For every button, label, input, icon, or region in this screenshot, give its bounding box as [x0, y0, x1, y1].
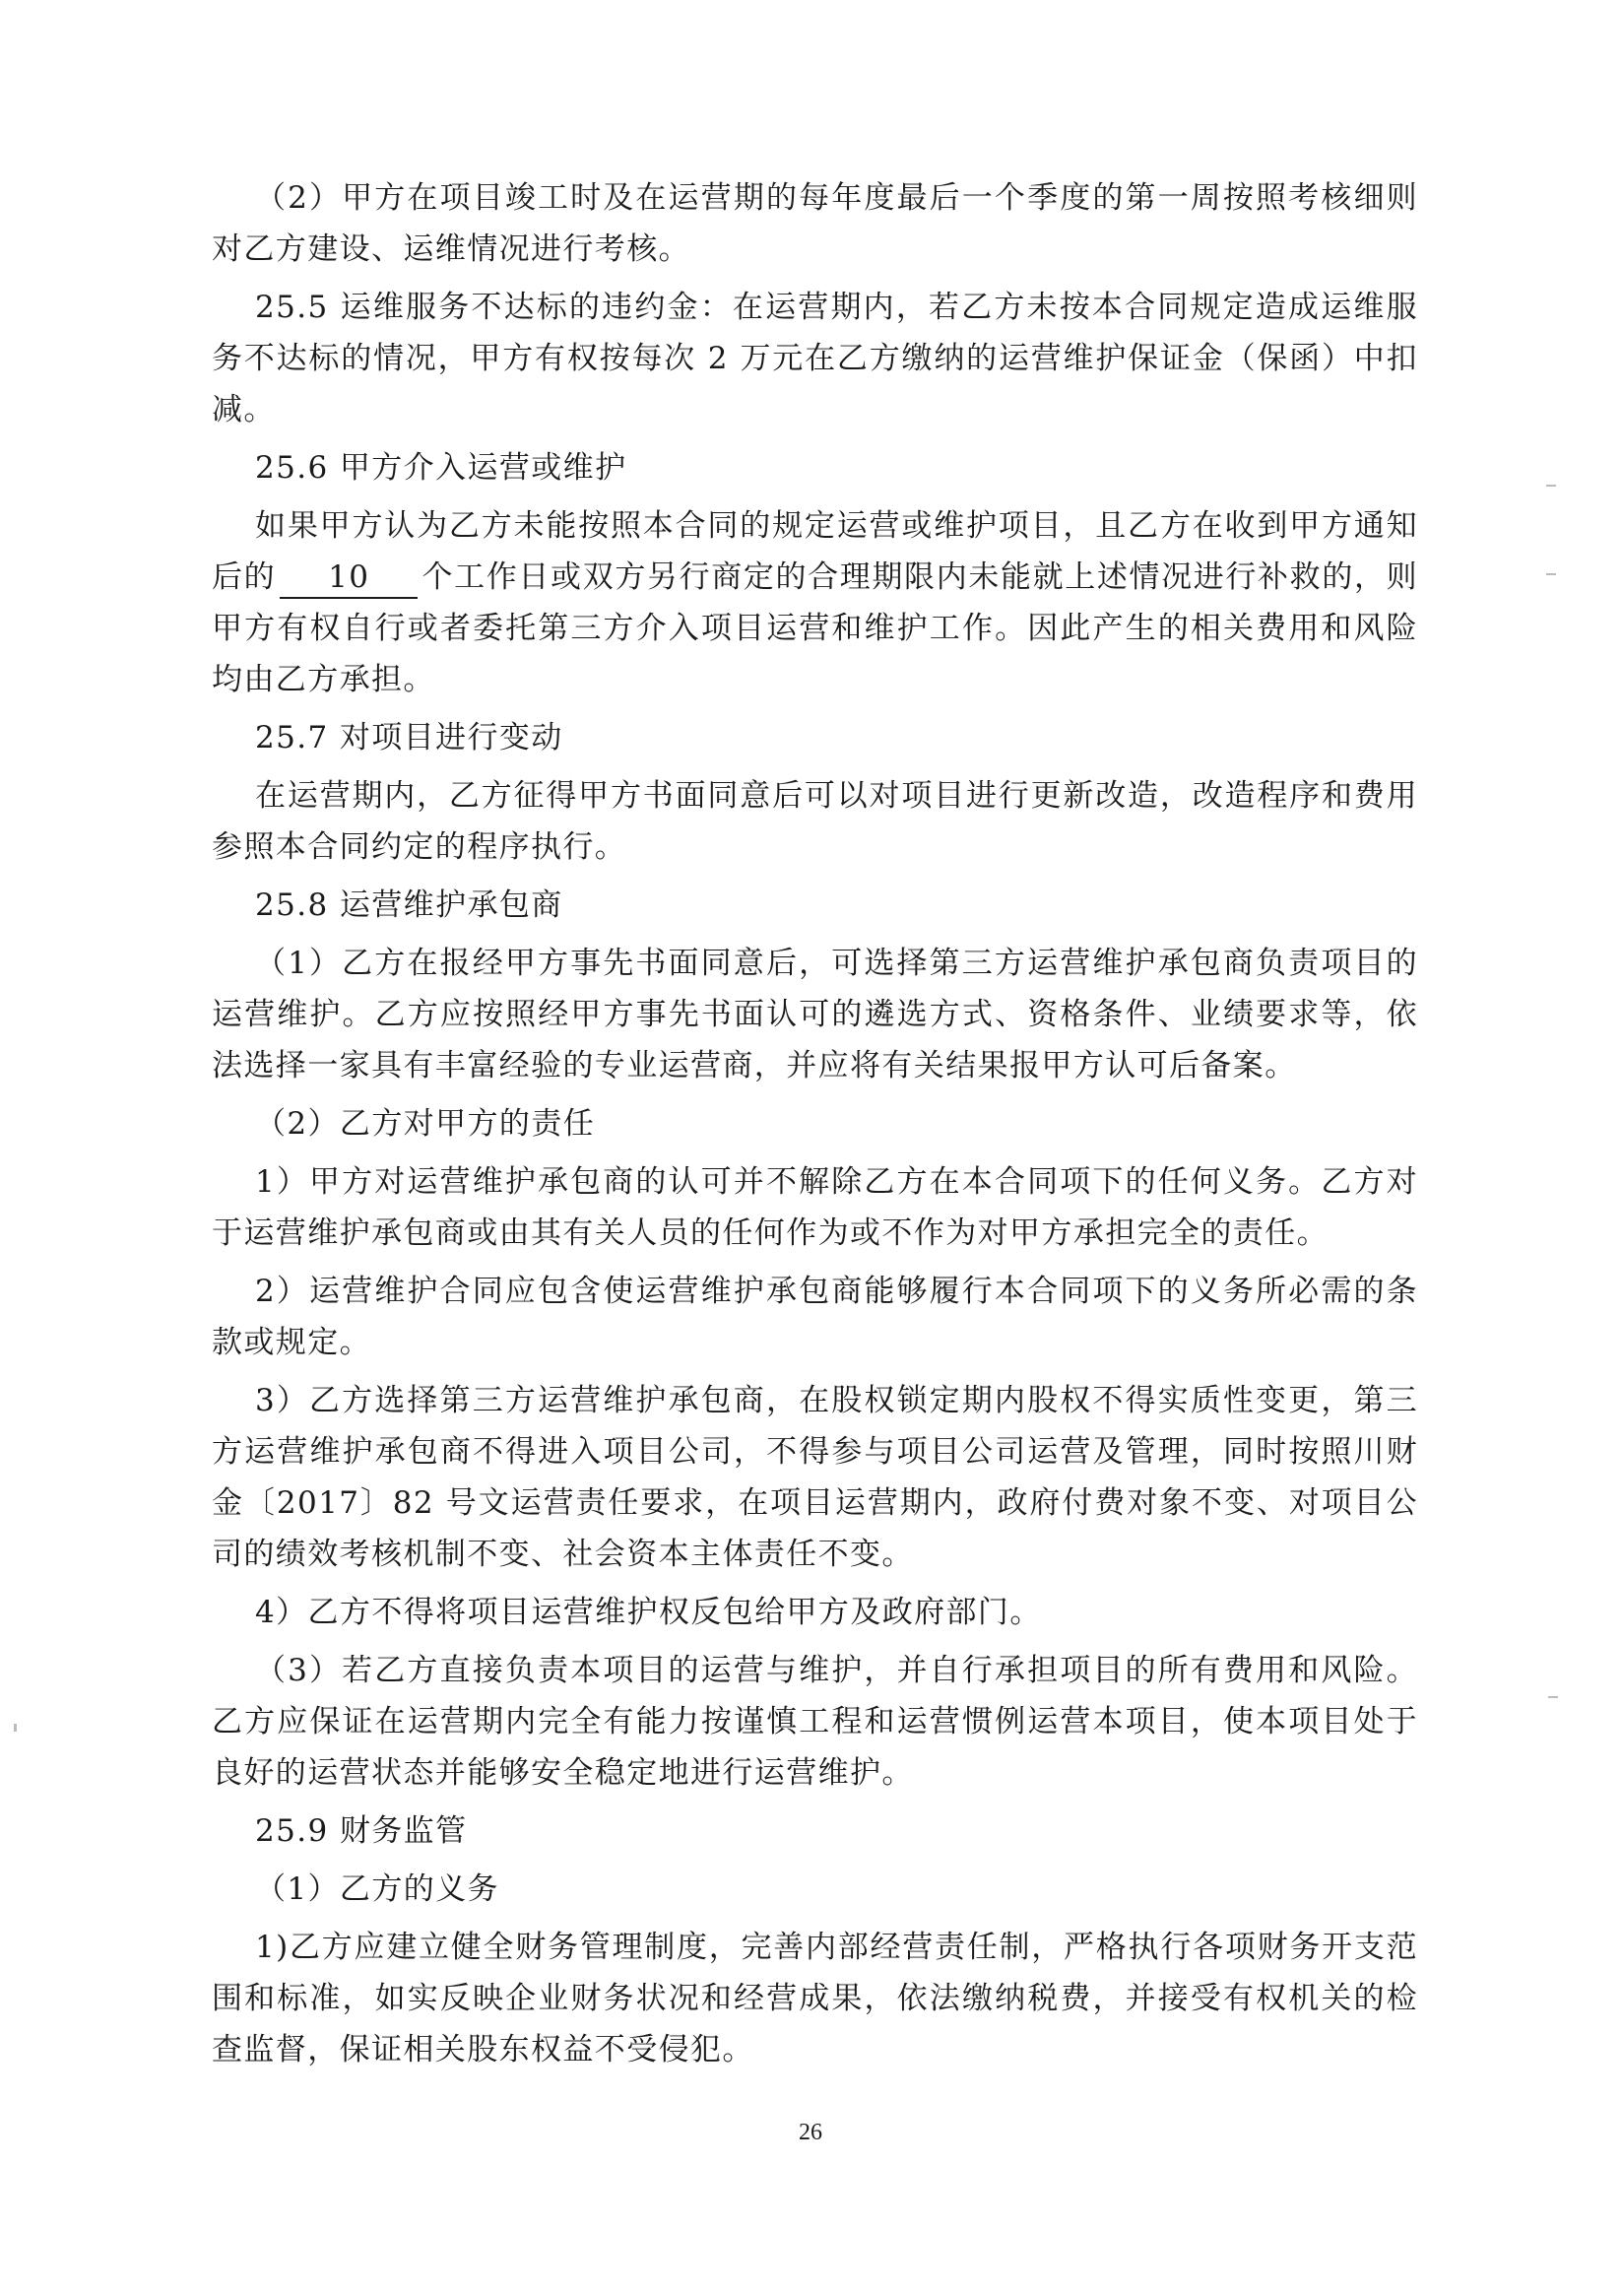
document-body	[212, 172, 1418, 2075]
scan-artifact-mark	[1548, 1696, 1558, 1698]
paragraph-contractor-selection: （1）乙方在报经甲方事先书面同意后，可选择第三方运营维护承包商负责项目的运营维护。乙方应按照经甲方事先书面认可的遴选方式、资格条件、业绩要求等，依法选择一家具有丰富经验的专业运营商，并应将有关结果报甲方认可后备案。	[212, 946, 1418, 1083]
paragraph-responsibility-3: 3）乙方选择第三方运营维护承包商，在股权锁定期内股权不得实质性变更，第三方运营维护承包商不得进入项目公司，不得参与项目公司运营及管理，同时按照川财金〔2017〕82 号文运营责任要求，在项目运营期内，政府付费对象不变、对项目公司的绩效考核机制不变、社会资本主体责任不变。	[212, 1383, 1418, 1572]
clause-heading-25-7: 25.7 对项目进行变动	[255, 720, 563, 755]
intervention-text-after: 个工作日或双方另行商定的合理期限内未能就上述情况进行补救的，则甲方有权自行或者委托第三方介入项目运营和维护工作。因此产生的相关费用和风险均由乙方承担。	[212, 559, 1418, 697]
paragraph-responsibility-2: 2）运营维护合同应包含使运营维护承包商能够履行本合同项下的义务所必需的条款或规定。	[212, 1274, 1418, 1360]
paragraph-project-change: 在运营期内，乙方征得甲方书面同意后可以对项目进行更新改造，改造程序和费用参照本合同约定的程序执行。	[212, 778, 1418, 865]
subheading-obligations: （1）乙方的义务	[255, 1871, 499, 1907]
clause-heading-25-9: 25.9 财务监管	[255, 1813, 468, 1849]
paragraph-responsibility-4: 4）乙方不得将项目运营维护权反包给甲方及政府部门。	[255, 1595, 1042, 1630]
paragraph-intervention	[212, 500, 1418, 705]
paragraph-assessment: （2）甲方在项目竣工时及在运营期的每年度最后一个季度的第一周按照考核细则对乙方建设、运维情况进行考核。	[212, 180, 1418, 267]
intervention-text-before: 如果甲方认为乙方未能按照本合同的规定运营或维护项目，且乙方在收到甲方通知后的	[212, 508, 1418, 595]
scan-artifact-mark	[1546, 485, 1556, 487]
clause-heading-25-8: 25.8 运营维护承包商	[255, 887, 563, 923]
paragraph-direct-operation: （3）若乙方直接负责本项目的运营与维护，并自行承担项目的所有费用和风险。乙方应保证在运营期内完全有能力按谨慎工程和运营惯例运营本项目，使本项目处于良好的运营状态并能够安全稳定地进行运营维护。	[212, 1653, 1418, 1791]
subheading-responsibility: （2）乙方对甲方的责任	[255, 1106, 596, 1142]
clause-25-5: 25.5 运维服务不达标的违约金：在运营期内，若乙方未按本合同规定造成运维服务不达标的情况，甲方有权按每次 2 万元在乙方缴纳的运营维护保证金（保函）中扣减。	[212, 290, 1418, 427]
clause-heading-25-6: 25.6 甲方介入运营或维护	[255, 450, 627, 486]
scan-artifact-mark	[1546, 573, 1556, 575]
paragraph-responsibility-1: 1）甲方对运营维护承包商的认可并不解除乙方在本合同项下的任何义务。乙方对于运营维护承包商或由其有关人员的任何作为或不作为对甲方承担完全的责任。	[212, 1164, 1418, 1251]
page-number: 26	[799, 2120, 822, 2145]
blank-working-days: 10	[280, 558, 418, 599]
scan-artifact-mark	[14, 1724, 17, 1732]
paragraph-financial-management: 1)乙方应建立健全财务管理制度，完善内部经营责任制，严格执行各项财务开支范围和标准，如实反映企业财务状况和经营成果，依法缴纳税费，并接受有权机关的检查监督，保证相关股东权益不受侵犯。	[212, 1930, 1418, 2067]
